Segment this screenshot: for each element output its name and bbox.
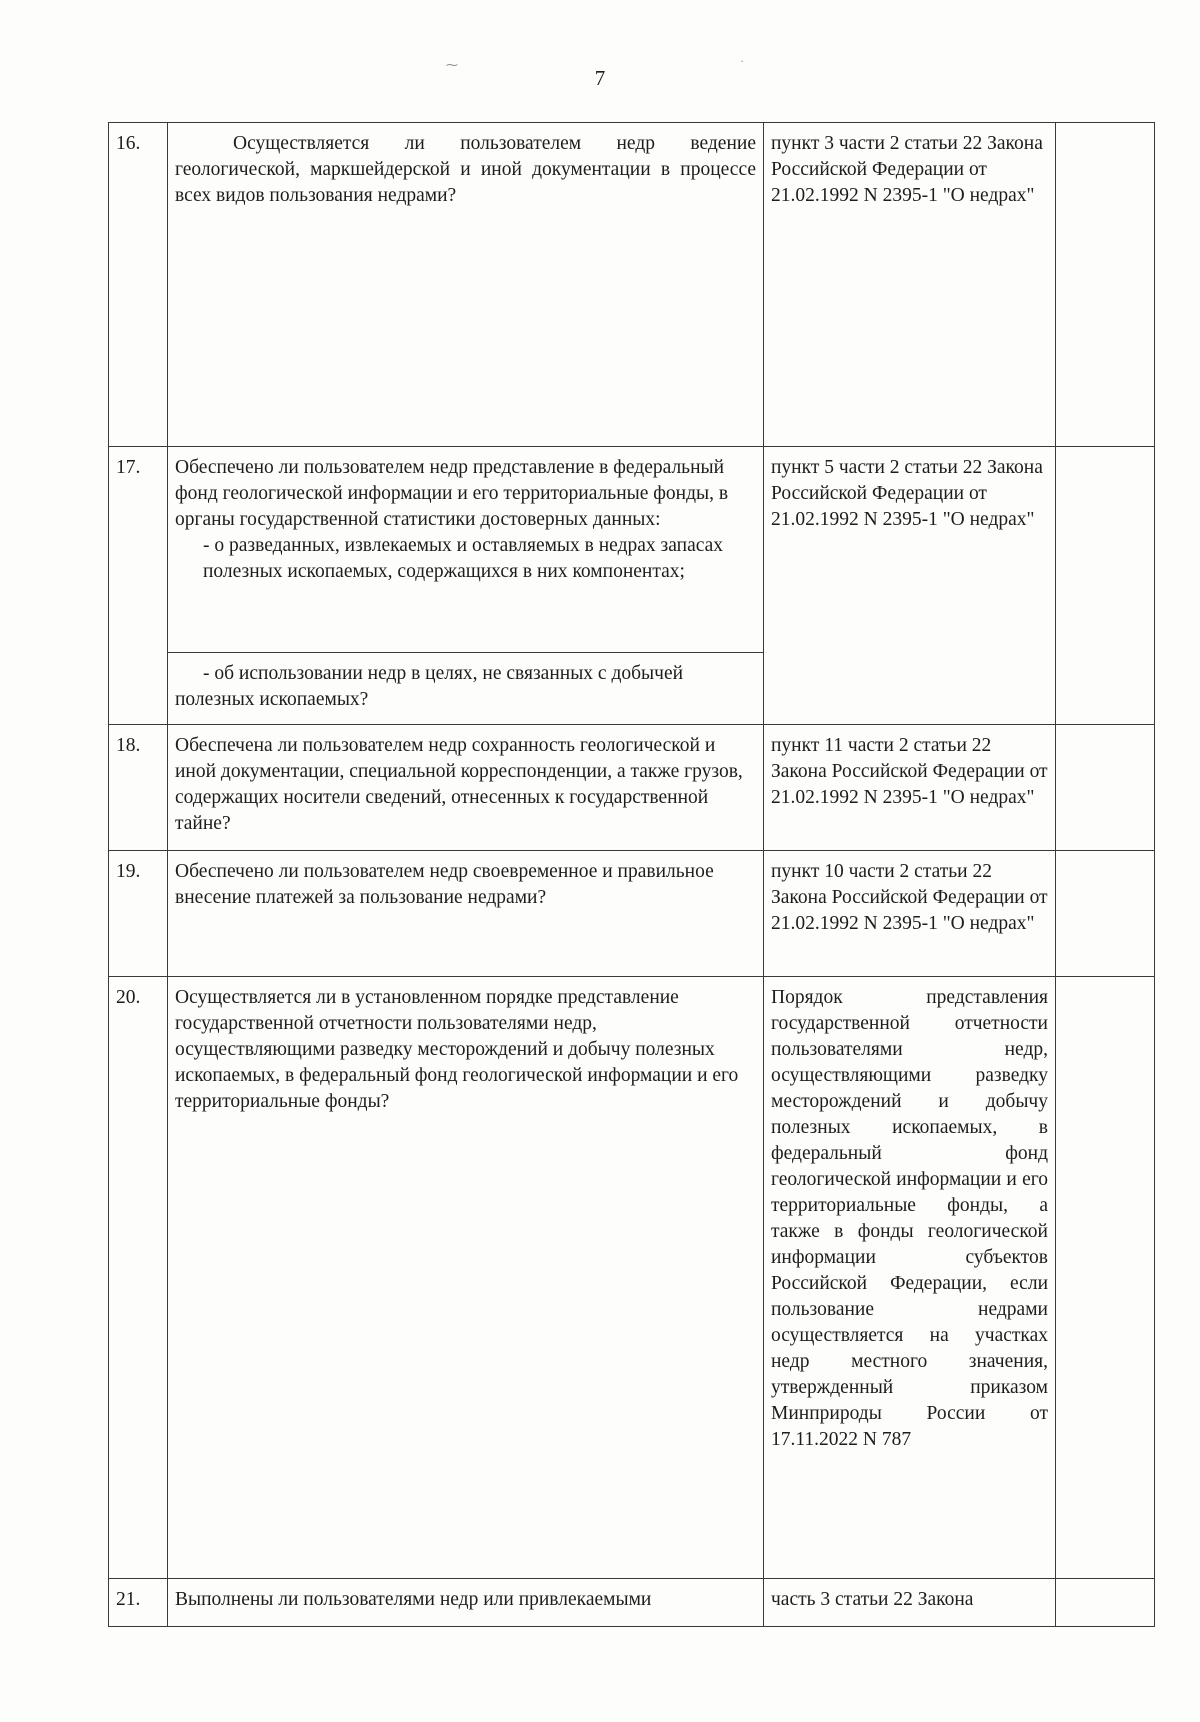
answer-cell — [1056, 977, 1155, 1579]
legal-reference: часть 3 статьи 22 Закона — [764, 1579, 1056, 1627]
answer-cell — [1056, 851, 1155, 977]
question-text: Осуществляется ли в установленном порядке представление государственной отчетности пользователями недр, осуществляющими разведку месторождений и добычу полезных ископаемых, в федеральный фонд геологической информации и его территориальные фонды? — [168, 977, 764, 1579]
question-text: Осуществляется ли пользователем недр ведение геологической, маркшейдерской и иной документации в процессе всех видов пользования недрами? — [168, 123, 764, 447]
question-text — [168, 447, 764, 653]
question-subitem — [168, 653, 764, 725]
legal-reference: пункт 10 части 2 статьи 22 Закона Российской Федерации от 21.02.1992 N 2395-1 "О недрах" — [764, 851, 1056, 977]
row-number: 21. — [109, 1579, 168, 1627]
row-number: 17. — [109, 447, 168, 725]
legal-reference: пункт 11 части 2 статьи 22 Закона Российской Федерации от 21.02.1992 N 2395-1 "О недрах" — [764, 725, 1056, 851]
row-number: 19. — [109, 851, 168, 977]
row-number: 18. — [109, 725, 168, 851]
question-intro: Обеспечено ли пользователем недр представление в федеральный фонд геологической информации и его территориальные фонды, в органы государственной статистики достоверных данных: — [175, 457, 729, 530]
table-row-18 — [109, 725, 1155, 851]
question-text: Выполнены ли пользователями недр или привлекаемыми — [168, 1579, 764, 1627]
sub-item: - об использовании недр в целях, не связанных с добычей полезных ископаемых? — [175, 663, 684, 710]
page-number: 7 — [594, 66, 606, 90]
table-row-17 — [109, 447, 1155, 653]
answer-cell — [1056, 725, 1155, 851]
question-text: Обеспечена ли пользователем недр сохранность геологической и иной документации, специальной корреспонденции, а также грузов, содержащих носители сведений, отнесенных к государственной тайне? — [168, 725, 764, 851]
answer-cell — [1056, 123, 1155, 447]
answer-cell — [1056, 447, 1155, 725]
answer-cell — [1056, 1579, 1155, 1627]
table-row-20 — [109, 977, 1155, 1579]
table-row-19 — [109, 851, 1155, 977]
scan-speck: · — [740, 54, 744, 68]
legal-reference: пункт 5 части 2 статьи 22 Закона Российской Федерации от 21.02.1992 N 2395-1 "О недрах" — [764, 447, 1056, 725]
checklist-table — [108, 122, 1155, 1627]
scan-speck: ⁓ — [446, 58, 458, 72]
row-number: 20. — [109, 977, 168, 1579]
row-number: 16. — [109, 123, 168, 447]
table-row-16 — [109, 123, 1155, 447]
question-text: Обеспечено ли пользователем недр своевременное и правильное внесение платежей за пользование недрами? — [168, 851, 764, 977]
legal-reference: Порядок представления государственной отчетности пользователями недр, осуществляющими разведку месторождений и добычу полезных ископаемых, в федеральный фонд геологической информации и его территориальные фонды, а также в фонды геологической информации субъектов Российской Федерации, если пользование недрами осуществляется на участках недр местного значения, утвержденный приказом Минприроды России от 17.11.2022 N 787 — [764, 977, 1056, 1579]
sub-item: - о разведанных, извлекаемых и оставляемых в недрах запасах полезных ископаемых, содержащихся в них компонентах; — [203, 535, 724, 582]
legal-reference: пункт 3 части 2 статьи 22 Закона Российской Федерации от 21.02.1992 N 2395-1 "О недрах" — [764, 123, 1056, 447]
table-row-21 — [109, 1579, 1155, 1627]
